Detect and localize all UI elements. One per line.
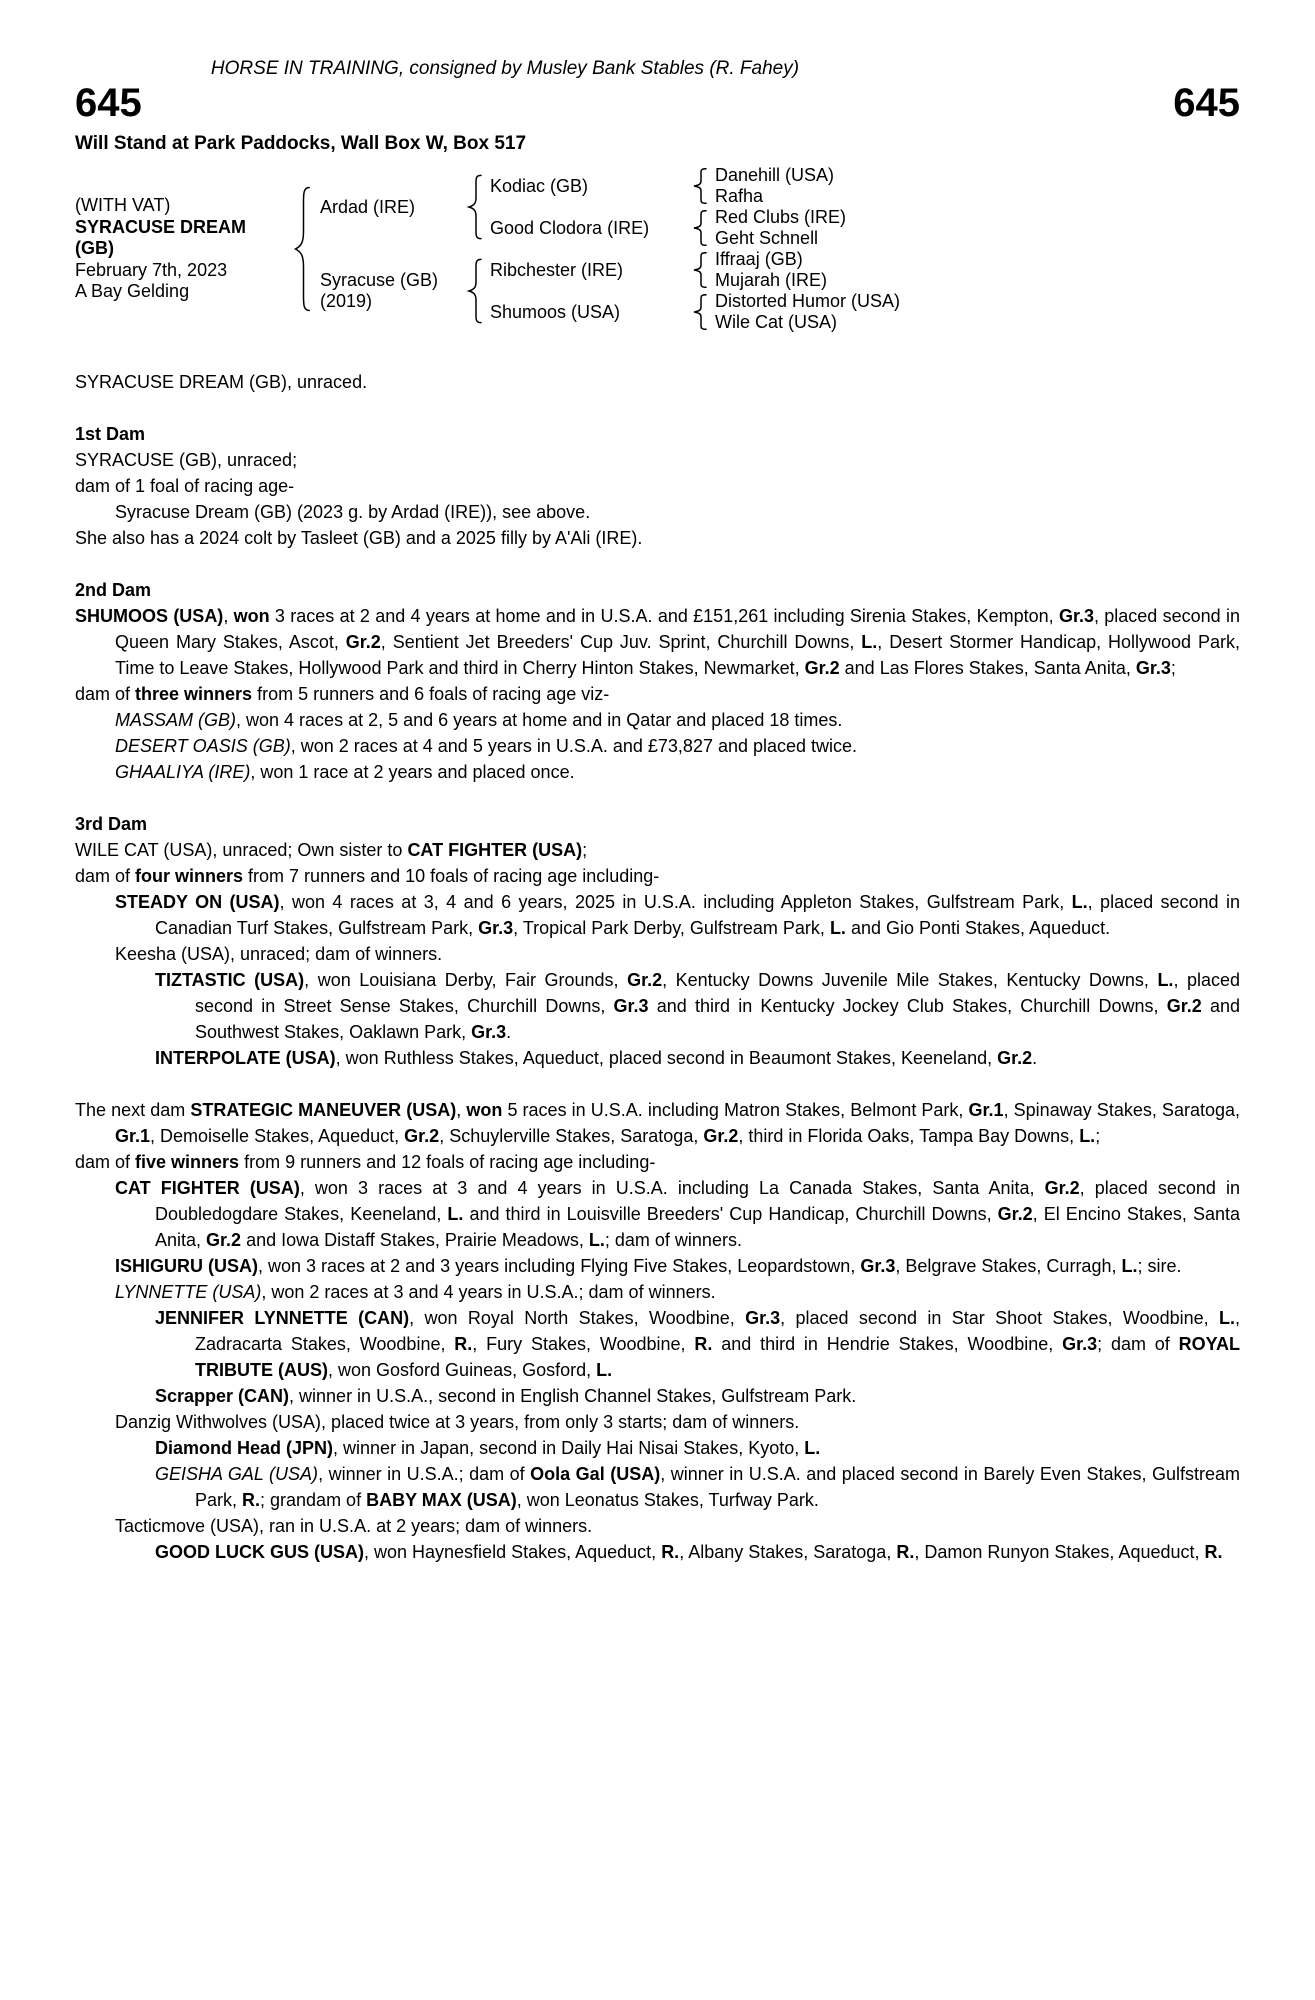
text-run: L. <box>1079 1126 1096 1146</box>
text-run: from 7 runners and 10 foals of racing age including- <box>243 866 660 886</box>
pedigree-cell-gen3: Red Clubs (IRE) <box>715 207 847 227</box>
consignor-line: HORSE IN TRAINING, consigned by Musley Bank Stables (R. Fahey) <box>210 58 800 79</box>
text-run: 5 races in U.S.A. including Matron Stakes, Belmont Park, <box>502 1100 969 1120</box>
brace-icon <box>690 207 715 249</box>
foal-date: February 7th, 2023 <box>75 259 228 280</box>
sire-name <box>320 165 465 249</box>
text-run: , Spinaway Stakes, Saratoga, <box>1003 1100 1240 1120</box>
horse-details <box>75 165 290 333</box>
text-run: and Las Flores Stakes, Santa Anita, <box>839 658 1136 678</box>
text-run: and third in Louisville Breeders' Cup Handicap, Churchill Downs, <box>463 1204 998 1224</box>
text-run: , El Encino Stakes, Santa Anita, <box>155 1204 1241 1250</box>
text-run: , won Leonatus Stakes, Turfway Park. <box>516 1490 819 1510</box>
text-run: , won 2 races at 4 and 5 years in U.S.A. and £73,827 and placed twice. <box>290 736 858 756</box>
catalogue-paragraph <box>75 525 1240 551</box>
text-run: . <box>1032 1048 1038 1068</box>
text-run: BABY MAX (USA) <box>366 1490 517 1510</box>
brace-icon <box>465 249 490 333</box>
text-run: ; dam of <box>1097 1334 1179 1354</box>
text-run: R. <box>454 1334 473 1354</box>
horse-description: A Bay Gelding <box>75 281 190 302</box>
text-run: Gr.2 <box>1166 996 1202 1016</box>
text-run: , won Royal North Stakes, Woodbine, <box>409 1308 746 1328</box>
text-run: , winner in Japan, second in Daily Hai Nisai Stakes, Kyoto, <box>333 1438 805 1458</box>
sire-name-text: Ardad (IRE) <box>320 196 416 217</box>
text-run: and Southwest Stakes, Oaklawn Park, <box>195 996 1240 1042</box>
brace-icon <box>690 249 715 291</box>
text-run: , won 3 races at 2 and 3 years including Flying Five Stakes, Leopardstown, <box>258 1256 861 1276</box>
text-run: , winner in U.S.A., second in English Channel Stakes, Gulfstream Park. <box>289 1386 857 1406</box>
catalogue-paragraph <box>155 1383 1240 1409</box>
text-run: Gr.2 <box>627 970 663 990</box>
catalogue-paragraph <box>75 369 1240 395</box>
pedigree-cell-dam-sire: Ribchester (IRE) <box>490 259 624 280</box>
dam-name <box>320 249 465 333</box>
text-run: SYRACUSE (GB), unraced; <box>75 450 298 470</box>
brace-icon <box>290 165 320 333</box>
text-run: Gr.2 <box>345 632 381 652</box>
catalogue-paragraph <box>115 1253 1240 1279</box>
text-run: , placed second in Street Sense Stakes, Churchill Downs, <box>195 970 1240 1016</box>
catalogue-paragraph <box>115 1175 1240 1253</box>
text-run: , won Haynesfield Stakes, Aqueduct, <box>364 1542 662 1562</box>
text-run: GEISHA GAL (USA) <box>155 1464 319 1484</box>
text-run: Gr.3 <box>613 996 649 1016</box>
catalogue-paragraph <box>115 941 1240 967</box>
text-run: Gr.2 <box>997 1204 1033 1224</box>
catalogue-paragraph <box>75 837 1240 863</box>
text-run: SHUMOOS (USA) <box>75 606 224 626</box>
pedigree-cell-gen3: Rafha <box>715 186 764 206</box>
dam-heading: 2nd Dam <box>75 580 152 600</box>
text-run: L. <box>829 918 846 938</box>
text-run: INTERPOLATE (USA) <box>155 1048 336 1068</box>
text-run: Keesha (USA), unraced; dam of winners. <box>115 944 443 964</box>
text-run: DESERT OASIS (GB) <box>115 736 291 756</box>
text-run: , placed second in Queen Mary Stakes, Ascot, <box>115 606 1240 652</box>
text-run: . <box>506 1022 512 1042</box>
text-run: Danzig Withwolves (USA), placed twice at 3 years, from only 3 starts; dam of winners. <box>115 1412 800 1432</box>
text-run: STRATEGIC MANEUVER (USA) <box>190 1100 457 1120</box>
text-run: , placed second in Canadian Turf Stakes, Gulfstream Park, <box>155 892 1241 938</box>
text-run: STEADY ON (USA) <box>115 892 280 912</box>
dam-name-text: Syracuse (GB) <box>320 270 439 290</box>
text-run: , Sentient Jet Breeders' Cup Juv. Sprint, Churchill Downs, <box>380 632 862 652</box>
text-run: SYRACUSE DREAM (GB), unraced. <box>75 372 368 392</box>
catalogue-paragraph <box>75 1149 1240 1175</box>
catalogue-paragraph <box>75 473 1240 499</box>
pedigree-cell-gen3: Wile Cat (USA) <box>715 312 838 332</box>
catalogue-paragraph <box>155 967 1240 1045</box>
text-run: dam of 1 foal of racing age- <box>75 476 295 496</box>
catalogue-paragraph <box>75 681 1240 707</box>
text-run: ; <box>1170 658 1176 678</box>
text-run: , winner in U.S.A. and placed second in Barely Even Stakes, Gulfstream Park, <box>195 1464 1241 1510</box>
text-run: ROYAL TRIBUTE (AUS) <box>195 1334 1240 1380</box>
text-run: Gr.3 <box>745 1308 781 1328</box>
text-run: Gr.3 <box>1135 658 1171 678</box>
pedigree-cell-sire-sire: Kodiac (GB) <box>490 175 589 196</box>
pedigree-cell-gen3: Mujarah (IRE) <box>715 270 828 290</box>
text-run: Gr.2 <box>404 1126 440 1146</box>
catalogue-paragraph <box>115 499 1240 525</box>
text-run: and third in Hendrie Stakes, Woodbine, <box>712 1334 1063 1354</box>
text-run: L. <box>861 632 878 652</box>
pedigree-cell-gen3: Danehill (USA) <box>715 165 835 185</box>
lot-number-row <box>75 82 1240 124</box>
text-run: L. <box>1157 970 1174 990</box>
text-run: , won 4 races at 3, 4 and 6 years, 2025 in U.S.A. including Appleton Stakes, Gulfstream Park, <box>279 892 1072 912</box>
text-run: , won 4 races at 2, 5 and 6 years at home and in Qatar and placed 18 times. <box>236 710 843 730</box>
text-run: LYNNETTE (USA) <box>115 1282 262 1302</box>
brace-icon <box>690 291 715 333</box>
text-run: , <box>223 606 234 626</box>
text-run: R. <box>242 1490 261 1510</box>
catalogue-paragraph <box>155 1539 1240 1565</box>
pedigree-cell-sire-dam: Good Clodora (IRE) <box>490 217 650 238</box>
catalogue-paragraph <box>115 1513 1240 1539</box>
catalogue-paragraph <box>75 447 1240 473</box>
text-run: TIZTASTIC (USA) <box>155 970 305 990</box>
catalogue-paragraph <box>115 1279 1240 1305</box>
text-run: , won 3 races at 3 and 4 years in U.S.A. including La Canada Stakes, Santa Anita, <box>299 1178 1045 1198</box>
text-run: ISHIGURU (USA) <box>115 1256 258 1276</box>
text-run: L. <box>447 1204 464 1224</box>
text-run: , Belgrave Stakes, Curragh, <box>895 1256 1122 1276</box>
catalogue-paragraph <box>75 603 1240 681</box>
text-run: ; sire. <box>1137 1256 1182 1276</box>
text-run: She also has a 2024 colt by Tasleet (GB) and a 2025 filly by A'Ali (IRE). <box>75 528 643 548</box>
text-run: Gr.1 <box>968 1100 1004 1120</box>
text-run: from 9 runners and 12 foals of racing age including- <box>239 1152 656 1172</box>
text-run: Gr.1 <box>115 1126 151 1146</box>
catalogue-paragraph <box>75 863 1240 889</box>
catalogue-paragraph <box>115 889 1240 941</box>
text-run: Oola Gal (USA) <box>530 1464 661 1484</box>
text-run: and Iowa Distaff Stakes, Prairie Meadows, <box>241 1230 589 1250</box>
text-run: R. <box>661 1542 680 1562</box>
text-run: , Kentucky Downs Juvenile Mile Stakes, Kentucky Downs, <box>662 970 1158 990</box>
text-run: CAT FIGHTER (USA) <box>407 840 583 860</box>
text-run: , Desert Stormer Handicap, Hollywood Park, Time to Leave Stakes, Hollywood Park and third in Cherry Hinton Stakes, Newmarket, <box>115 632 1240 678</box>
stand-location: Will Stand at Park Paddocks, Wall Box W, Box 517 <box>75 133 527 154</box>
text-run: won <box>233 606 270 626</box>
text-run: , Albany Stakes, Saratoga, <box>679 1542 897 1562</box>
text-run: Gr.3 <box>1058 606 1094 626</box>
catalogue-paragraph <box>155 1435 1240 1461</box>
text-run: five winners <box>135 1152 240 1172</box>
text-run: WILE CAT (USA), unraced; Own sister to <box>75 840 408 860</box>
text-run: L. <box>1218 1308 1235 1328</box>
text-run: ; <box>582 840 588 860</box>
text-run: R. <box>896 1542 915 1562</box>
text-run: Gr.2 <box>703 1126 739 1146</box>
dam-year-text: (2019) <box>320 291 373 311</box>
text-run: , won Gosford Guineas, Gosford, <box>328 1360 597 1380</box>
text-run: , Fury Stakes, Woodbine, <box>472 1334 695 1354</box>
text-run: GHAALIYA (IRE) <box>115 762 251 782</box>
text-run: ; dam of winners. <box>604 1230 742 1250</box>
catalogue-paragraph <box>115 1409 1240 1435</box>
text-run: Syracuse Dream (GB) (2023 g. by Ardad (IRE)), see above. <box>115 502 591 522</box>
text-run: from 5 runners and 6 foals of racing age viz- <box>252 684 610 704</box>
text-run: Scrapper (CAN) <box>155 1386 290 1406</box>
lot-number-right: 645 <box>1173 81 1240 125</box>
pedigree-table <box>75 165 1240 333</box>
text-run: Gr.2 <box>206 1230 242 1250</box>
text-run: and third in Kentucky Jockey Club Stakes, Churchill Downs, <box>648 996 1167 1016</box>
text-run: The next dam <box>75 1100 191 1120</box>
text-run: 3 races at 2 and 4 years at home and in U.S.A. and £151,261 including Sirenia Stakes, Kempton, <box>269 606 1059 626</box>
text-run: Gr.2 <box>1044 1178 1080 1198</box>
text-run: dam of <box>75 684 136 704</box>
text-run: , <box>456 1100 467 1120</box>
text-run: GOOD LUCK GUS (USA) <box>155 1542 364 1562</box>
catalogue-paragraph <box>75 1097 1240 1149</box>
text-run: Diamond Head (JPN) <box>155 1438 334 1458</box>
text-run: won <box>466 1100 503 1120</box>
horse-name-line2: (GB) <box>75 238 114 259</box>
brace-icon <box>690 165 715 207</box>
dam-heading: 3rd Dam <box>75 814 148 834</box>
text-run: , placed second in Doubledogdare Stakes, Keeneland, <box>155 1178 1240 1224</box>
text-run: Gr.3 <box>1062 1334 1098 1354</box>
text-run: L. <box>588 1230 605 1250</box>
vat-note: (WITH VAT) <box>75 195 171 216</box>
text-run: , won 1 race at 2 years and placed once. <box>250 762 575 782</box>
text-run: CAT FIGHTER (USA) <box>115 1178 300 1198</box>
text-run: MASSAM (GB) <box>115 710 237 730</box>
text-run: Gr.3 <box>860 1256 896 1276</box>
text-run: R. <box>694 1334 713 1354</box>
text-run: R. <box>1204 1542 1223 1562</box>
text-run: L. <box>1121 1256 1138 1276</box>
text-run: dam of <box>75 866 136 886</box>
text-run: four winners <box>135 866 244 886</box>
catalogue-paragraph <box>115 733 1240 759</box>
text-run: Gr.3 <box>471 1022 507 1042</box>
text-run: , Zadracarta Stakes, Woodbine, <box>195 1308 1240 1354</box>
text-run: dam of <box>75 1152 136 1172</box>
text-run: L. <box>804 1438 821 1458</box>
catalogue-paragraph <box>115 707 1240 733</box>
text-run: L. <box>596 1360 613 1380</box>
text-run: Gr.3 <box>478 918 514 938</box>
catalogue-text <box>75 369 1240 1565</box>
text-run: , Demoiselle Stakes, Aqueduct, <box>150 1126 405 1146</box>
text-run: Tacticmove (USA), ran in U.S.A. at 2 years; dam of winners. <box>115 1516 593 1536</box>
text-run: , placed second in Star Shoot Stakes, Woodbine, <box>780 1308 1219 1328</box>
text-run: ; grandam of <box>260 1490 367 1510</box>
text-run: , won Ruthless Stakes, Aqueduct, placed second in Beaumont Stakes, Keeneland, <box>335 1048 998 1068</box>
catalogue-paragraph <box>115 759 1240 785</box>
text-run: , won 2 races at 3 and 4 years in U.S.A.; dam of winners. <box>261 1282 716 1302</box>
pedigree-cell-gen3: Geht Schnell <box>715 228 819 248</box>
lot-number-left: 645 <box>75 81 142 125</box>
text-run: , winner in U.S.A.; dam of <box>318 1464 531 1484</box>
text-run: , third in Florida Oaks, Tampa Bay Downs, <box>738 1126 1080 1146</box>
text-run: , Tropical Park Derby, Gulfstream Park, <box>513 918 830 938</box>
pedigree-cell-gen3: Iffraaj (GB) <box>715 249 803 269</box>
text-run: and Gio Ponti Stakes, Aqueduct. <box>845 918 1111 938</box>
text-run: Gr.2 <box>804 658 840 678</box>
text-run: , won Louisiana Derby, Fair Grounds, <box>304 970 628 990</box>
pedigree-cell-dam-dam: Shumoos (USA) <box>490 301 621 322</box>
catalogue-paragraph <box>155 1305 1240 1383</box>
pedigree-cell-gen3: Distorted Humor (USA) <box>715 291 901 311</box>
text-run: three winners <box>135 684 253 704</box>
catalogue-paragraph <box>155 1045 1240 1071</box>
brace-icon <box>465 165 490 249</box>
text-run: JENNIFER LYNNETTE (CAN) <box>155 1308 410 1328</box>
text-run: L. <box>1071 892 1088 912</box>
horse-name-line1: SYRACUSE DREAM <box>75 216 247 237</box>
catalogue-paragraph <box>155 1461 1240 1513</box>
text-run: , Damon Runyon Stakes, Aqueduct, <box>914 1542 1205 1562</box>
text-run: Gr.2 <box>997 1048 1033 1068</box>
text-run: ; <box>1095 1126 1101 1146</box>
text-run: , Schuylerville Stakes, Saratoga, <box>439 1126 704 1146</box>
dam-heading: 1st Dam <box>75 424 146 444</box>
